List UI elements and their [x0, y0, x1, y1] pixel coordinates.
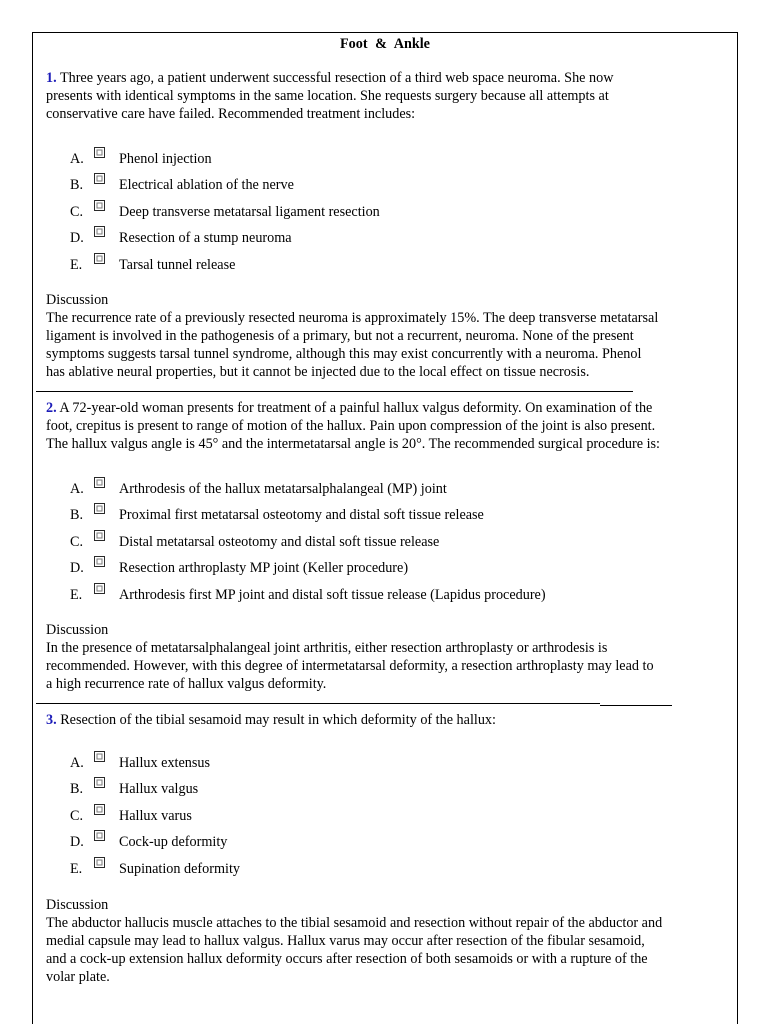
divider: [36, 391, 633, 392]
option-c[interactable]: [33, 807, 723, 833]
divider-tail: [600, 705, 672, 706]
discussion-line: symptoms suggests tarsal tunnel syndrome, although this may exist concurrently with a neuroma. Phenol: [46, 346, 642, 362]
question-3-stem: [46, 711, 496, 729]
option-letter: B.: [70, 781, 84, 798]
question-3-discussion: [46, 896, 662, 986]
option-c[interactable]: [33, 203, 723, 229]
option-letter: C.: [70, 807, 84, 824]
question-2-options: [33, 480, 723, 612]
discussion-line: The abductor hallucis muscle attaches to the tibial sesamoid and resection without repair of the abductor and: [46, 915, 663, 931]
discussion-line: recommended. However, with this degree of intermetatarsal deformity, a resection arthroplasty may lead to: [46, 658, 654, 674]
checkbox-icon[interactable]: [94, 530, 105, 541]
option-letter: A.: [70, 151, 84, 167]
option-letter: E.: [70, 256, 83, 273]
checkbox-icon[interactable]: [94, 503, 105, 514]
discussion-line: ligament is involved in the pathogenesis of a primary, but not a recurrent, neuroma. None of the present: [46, 328, 634, 344]
checkbox-icon[interactable]: [94, 173, 105, 184]
divider: [36, 703, 600, 704]
stem-line: presents with identical symptoms in the same location. She requests surgery because all attempts at: [46, 88, 609, 104]
stem-line: foot, crepitus is present to range of motion of the hallux. Pain upon compression of the joint is also present.: [46, 418, 656, 434]
checkbox-icon[interactable]: [94, 751, 105, 762]
option-letter: B.: [70, 507, 84, 524]
option-letter: D.: [70, 834, 84, 851]
discussion-line: In the presence of metatarsalphalangeal joint arthritis, either resection arthroplasty or arthrodesis is: [46, 640, 608, 656]
stem-line: Resection of the tibial sesamoid may result in which deformity of the hallux:: [60, 712, 496, 728]
stem-line: A 72-year-old woman presents for treatment of a painful hallux valgus deformity. On examination of the: [59, 400, 653, 416]
question-1-discussion: [46, 291, 658, 381]
option-text: Cock-up deformity: [119, 834, 228, 851]
question-2-stem: [46, 399, 660, 453]
option-text: Hallux extensus: [119, 755, 211, 771]
option-text: Proximal first metatarsal osteotomy and distal soft tissue release: [119, 507, 484, 524]
option-c[interactable]: [33, 533, 723, 559]
option-text: Resection of a stump neuroma: [119, 230, 292, 247]
question-number: 1.: [46, 70, 57, 86]
option-text: Hallux valgus: [119, 781, 199, 798]
option-b[interactable]: [33, 506, 723, 532]
checkbox-icon[interactable]: [94, 253, 105, 264]
checkbox-icon[interactable]: [94, 200, 105, 211]
checkbox-icon[interactable]: [94, 556, 105, 567]
discussion-line: volar plate.: [46, 969, 110, 985]
option-text: Deep transverse metatarsal ligament resection: [119, 203, 380, 220]
question-number: 3.: [46, 712, 57, 728]
option-d[interactable]: [33, 229, 723, 255]
discussion-label: Discussion: [46, 622, 109, 638]
question-1-stem: [46, 69, 613, 123]
option-letter: E.: [70, 860, 83, 877]
option-letter: C.: [70, 203, 84, 220]
discussion-line: and a cock-up extension hallux deformity occurs after resection of both sesamoids or with a rupture of the: [46, 951, 648, 967]
discussion-line: a high recurrence rate of hallux valgus deformity.: [46, 676, 327, 692]
checkbox-icon[interactable]: [94, 830, 105, 841]
discussion-line: The recurrence rate of a previously resected neuroma is approximately 15%. The deep transverse metatarsal: [46, 310, 659, 326]
checkbox-icon[interactable]: [94, 226, 105, 237]
option-letter: A.: [70, 481, 84, 497]
option-a[interactable]: [33, 150, 723, 176]
question-1-options: [33, 150, 723, 282]
page-title: Foot & Ankle: [340, 36, 430, 52]
question-3-options: [33, 754, 723, 886]
option-d[interactable]: [33, 833, 723, 859]
option-text: Arthrodesis of the hallux metatarsalphalangeal (MP) joint: [119, 481, 447, 497]
option-b[interactable]: [33, 176, 723, 202]
option-a[interactable]: [33, 754, 723, 780]
discussion-label: Discussion: [46, 292, 109, 308]
option-text: Hallux varus: [119, 807, 192, 824]
question-2-discussion: [46, 621, 654, 693]
discussion-label: Discussion: [46, 897, 109, 913]
option-letter: B.: [70, 177, 84, 194]
option-text: Supination deformity: [119, 860, 240, 877]
question-number: 2.: [46, 400, 57, 416]
option-letter: C.: [70, 533, 84, 550]
option-d[interactable]: [33, 559, 723, 585]
option-text: Distal metatarsal osteotomy and distal soft tissue release: [119, 533, 440, 550]
stem-line: Three years ago, a patient underwent successful resection of a third web space neuroma. She now: [59, 70, 614, 86]
option-e[interactable]: [33, 860, 723, 886]
checkbox-icon[interactable]: [94, 777, 105, 788]
stem-line: conservative care have failed. Recommended treatment includes:: [46, 106, 416, 122]
option-letter: E.: [70, 586, 83, 603]
checkbox-icon[interactable]: [94, 804, 105, 815]
checkbox-icon[interactable]: [94, 583, 105, 594]
discussion-line: has ablative neural properties, but it cannot be injected due to the local effect on tissue necrosis.: [46, 364, 590, 380]
option-text: Resection arthroplasty MP joint (Keller procedure): [119, 560, 409, 577]
checkbox-icon[interactable]: [94, 857, 105, 868]
option-e[interactable]: [33, 256, 723, 282]
checkbox-icon[interactable]: [94, 147, 105, 158]
option-text: Tarsal tunnel release: [119, 256, 236, 273]
option-text: Arthrodesis first MP joint and distal soft tissue release (Lapidus procedure): [119, 586, 546, 603]
option-letter: D.: [70, 560, 84, 577]
option-text: Electrical ablation of the nerve: [119, 177, 294, 194]
checkbox-icon[interactable]: [94, 477, 105, 488]
question-page: [32, 32, 738, 1024]
option-letter: A.: [70, 755, 84, 771]
option-a[interactable]: [33, 480, 723, 506]
option-b[interactable]: [33, 780, 723, 806]
option-e[interactable]: [33, 586, 723, 612]
stem-line: The hallux valgus angle is 45° and the intermetatarsal angle is 20°. The recommended surgical procedure is:: [46, 436, 660, 452]
discussion-line: medial capsule may lead to hallux valgus. Hallux varus may occur after resection of the fibular sesamoid,: [46, 933, 645, 949]
option-letter: D.: [70, 230, 84, 247]
option-text: Phenol injection: [119, 151, 212, 167]
